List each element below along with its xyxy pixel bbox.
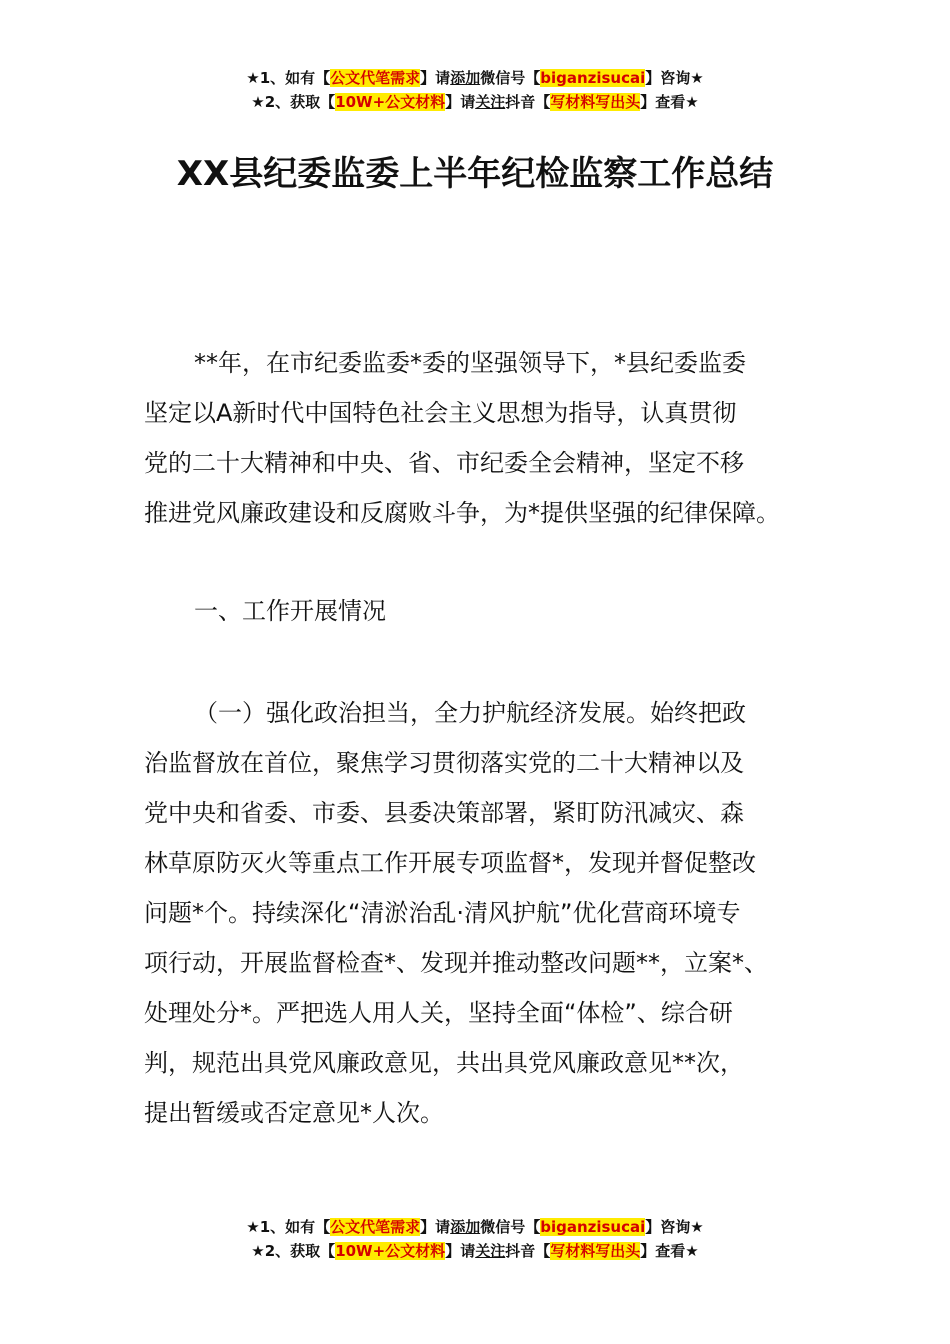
notice-text: ★1、如有【	[246, 1218, 331, 1236]
section-heading-text: 一、工作开展情况	[194, 597, 386, 625]
notice-text: 微信号【	[480, 1218, 541, 1236]
notice-line-2	[0, 1239, 950, 1263]
notice-text: 抖音【	[505, 93, 551, 111]
notice-highlight: 公文代笔需求	[330, 69, 421, 87]
section-paragraph	[144, 688, 814, 1138]
notice-underline: 关注	[475, 93, 506, 111]
paragraph-line: 林草原防灭火等重点工作开展专项监督*，发现并督促整改	[144, 849, 756, 877]
paragraph-line: 项行动，开展监督检查*、发现并推动整改问题**，立案*、	[144, 949, 768, 977]
document-title: XX县纪委监委上半年纪检监察工作总结	[176, 154, 774, 194]
notice-text: 】请	[445, 93, 476, 111]
notice-underline: 添加	[450, 69, 481, 87]
header-notice	[0, 66, 950, 114]
notice-text: ★2、获取【	[251, 93, 336, 111]
paragraph-line: 处理处分*。严把选人用人关，坚持全面“体检”、综合研	[144, 999, 733, 1027]
notice-text: 】请	[420, 69, 451, 87]
notice-line-1	[0, 66, 950, 90]
notice-highlight: 公文代笔需求	[330, 1218, 421, 1236]
notice-text: 】咨询★	[645, 1218, 704, 1236]
douyin-id-highlight: 写材料写出头	[550, 93, 641, 111]
notice-text: 抖音【	[505, 1242, 551, 1260]
notice-text: ★1、如有【	[246, 69, 331, 87]
notice-highlight: 10W+公文材料	[335, 93, 446, 111]
notice-underline: 添加	[450, 1218, 481, 1236]
paragraph-line: 问题*个。持续深化“清淤治乱·清风护航”优化营商环境专	[144, 899, 741, 927]
douyin-id-highlight: 写材料写出头	[550, 1242, 641, 1260]
paragraph-line: 治监督放在首位，聚焦学习贯彻落实党的二十大精神以及	[144, 749, 744, 777]
section-heading	[144, 586, 814, 636]
paragraph-line: 推进党风廉政建设和反腐败斗争，为*提供坚强的纪律保障。	[144, 499, 780, 527]
paragraph-line: 党中央和省委、市委、县委决策部署，紧盯防汛减灾、森	[144, 799, 744, 827]
notice-line-2	[0, 90, 950, 114]
notice-text: 】查看★	[640, 1242, 699, 1260]
paragraph-line: 提出暂缓或否定意见*人次。	[144, 1099, 444, 1127]
paragraph-line: （一）强化政治担当，全力护航经济发展。始终把政	[194, 699, 746, 727]
wechat-id-highlight: biganzisucai	[540, 1218, 646, 1236]
notice-text: ★2、获取【	[251, 1242, 336, 1260]
wechat-id-highlight: biganzisucai	[540, 69, 646, 87]
notice-highlight: 10W+公文材料	[335, 1242, 446, 1260]
paragraph-line: 判，规范出具党风廉政意见，共出具党风廉政意见**次，	[144, 1049, 744, 1077]
paragraph-line: **年，在市纪委监委*委的坚强领导下，*县纪委监委	[194, 349, 746, 377]
paragraph-line: 党的二十大精神和中央、省、市纪委全会精神，坚定不移	[144, 449, 744, 477]
notice-line-1	[0, 1215, 950, 1239]
notice-text: 微信号【	[480, 69, 541, 87]
notice-text: 】请	[420, 1218, 451, 1236]
notice-text: 】咨询★	[645, 69, 704, 87]
paragraph-line: 坚定以A新时代中国特色社会主义思想为指导，认真贯彻	[144, 399, 737, 427]
footer-notice	[0, 1215, 950, 1263]
intro-paragraph	[144, 338, 814, 538]
notice-underline: 关注	[475, 1242, 506, 1260]
notice-text: 】查看★	[640, 93, 699, 111]
notice-text: 】请	[445, 1242, 476, 1260]
